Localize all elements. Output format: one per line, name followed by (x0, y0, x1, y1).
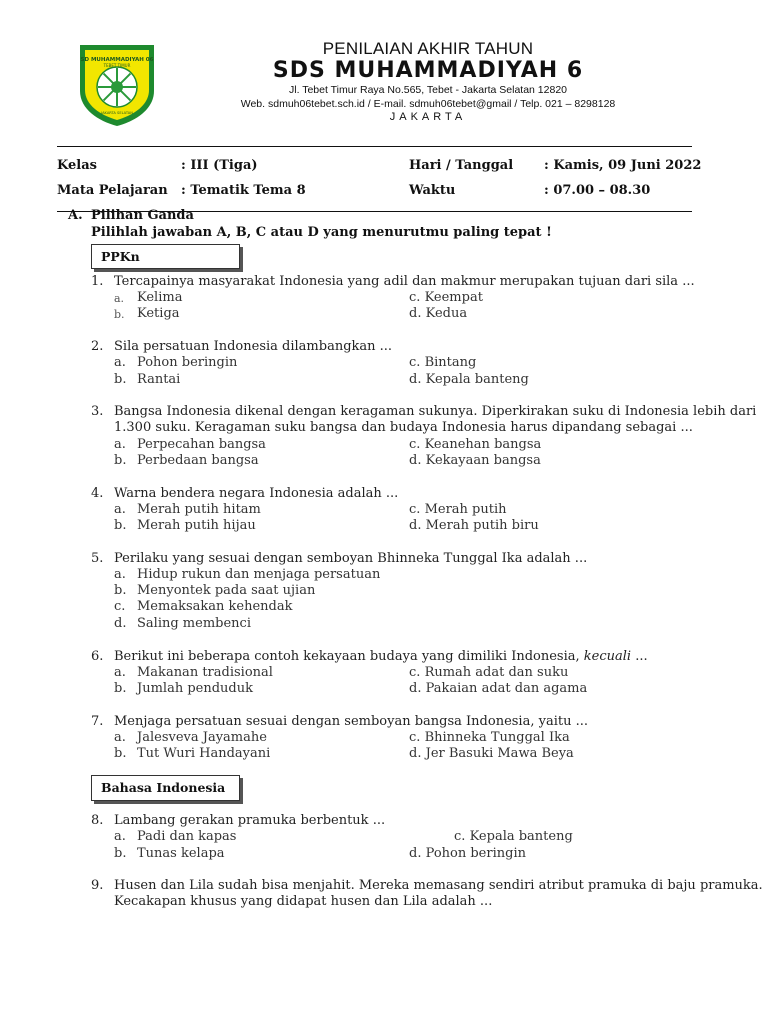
waktu-value: : 07.00 – 08.30 (544, 183, 651, 198)
kelas-value: : III (Tiga) (181, 158, 258, 173)
option-text: Kelima (137, 290, 183, 305)
subject-box-bahasa (91, 775, 240, 801)
option-letter: b. (114, 583, 127, 598)
header-divider (57, 146, 692, 147)
option-text: d. Pakaian adat dan agama (409, 681, 588, 696)
subject-label-ppkn: PPKn (101, 249, 140, 264)
option-text: Tut Wuri Handayani (137, 746, 271, 761)
option-letter: a. (114, 829, 126, 844)
option-text: Padi dan kapas (137, 829, 237, 844)
question-number: 7. (91, 714, 104, 729)
option-text: Memaksakan kehendak (137, 599, 293, 614)
option-text: d. Kekayaan bangsa (409, 453, 541, 468)
option-letter: a. (114, 437, 126, 452)
school-city: JAKARTA (389, 111, 467, 123)
question-text: Berikut ini beberapa contoh kekayaan budaya yang dimiliki Indonesia, kecuali ... (114, 649, 648, 664)
option-text: Merah putih hitam (137, 502, 261, 517)
option-text: Merah putih hijau (137, 518, 256, 533)
option-text: Jumlah penduduk (137, 681, 253, 696)
option-letter: d. (114, 616, 127, 631)
option-letter: b. (114, 372, 127, 387)
option-text: c. Bhinneka Tunggal Ika (409, 730, 570, 745)
option-text: d. Kedua (409, 306, 468, 321)
option-text: Makanan tradisional (137, 665, 273, 680)
option-letter: a. (114, 567, 126, 582)
section-title: Pilihan Ganda (91, 208, 194, 223)
question-number: 4. (91, 486, 104, 501)
question-text: Lambang gerakan pramuka berbentuk ... (114, 813, 386, 828)
option-text: Ketiga (137, 306, 180, 321)
section-letter: A. (68, 208, 83, 223)
exam-title: PENILAIAN AKHIR TAHUN (322, 39, 534, 58)
option-text: d. Merah putih biru (409, 518, 539, 533)
question-number: 9. (91, 878, 104, 893)
question-number: 3. (91, 404, 104, 419)
option-text: c. Merah putih (409, 502, 507, 517)
question-text: Husen dan Lila sudah bisa menjahit. Mereka memasang sendiri atribut pramuka di baju pramuka. (114, 878, 763, 893)
question-text: 1.300 suku. Keragaman suku bangsa dan budaya Indonesia harus dipandang sebagai ... (114, 420, 693, 435)
option-text: Menyontek pada saat ujian (137, 583, 316, 598)
option-letter: b. (114, 453, 127, 468)
question-text: Perilaku yang sesuai dengan semboyan Bhinneka Tunggal Ika adalah ... (114, 551, 588, 566)
waktu-label: Waktu (409, 183, 456, 198)
option-text: d. Jer Basuki Mawa Beya (409, 746, 574, 761)
question-text: Kecakapan khusus yang didapat husen dan Lila adalah ... (114, 894, 493, 909)
kelas-label: Kelas (57, 158, 97, 173)
question-text: Menjaga persatuan sesuai dengan semboyan bangsa Indonesia, yaitu ... (114, 714, 588, 729)
mapel-value: : Tematik Tema 8 (181, 183, 306, 198)
option-text: c. Rumah adat dan suku (409, 665, 569, 680)
logo-bottom-text: JAKARTA SELATAN (101, 111, 133, 115)
option-letter: b. (114, 846, 127, 861)
question-number: 2. (91, 339, 104, 354)
hari-value: : Kamis, 09 Juni 2022 (544, 158, 702, 173)
option-text: c. Kepala banteng (454, 829, 573, 844)
option-text: Rantai (137, 372, 181, 387)
logo-arc-mid-text: TEBET TIMUR (103, 63, 131, 68)
option-text: d. Pohon beringin (409, 846, 526, 861)
option-letter: a. (114, 292, 125, 305)
mapel-label: Mata Pelajaran (57, 183, 168, 198)
option-text: Jalesveva Jayamahe (137, 730, 267, 745)
option-text: Perbedaan bangsa (137, 453, 259, 468)
question-text: Warna bendera negara Indonesia adalah ... (114, 486, 399, 501)
school-contact: Web. sdmuh06tebet.sch.id / E-mail. sdmuh06tebet@gmail / Telp. 021 – 8298128 (240, 98, 616, 110)
subject-label-bahasa: Bahasa Indonesia (101, 780, 226, 795)
option-text: c. Keempat (409, 290, 483, 305)
hari-label: Hari / Tanggal (409, 158, 514, 173)
option-text: c. Bintang (409, 355, 477, 370)
option-letter: a. (114, 355, 126, 370)
school-name: SDS MUHAMMADIYAH 6 (272, 58, 584, 83)
question-number: 8. (91, 813, 104, 828)
option-letter: b. (114, 308, 125, 321)
question-text: Bangsa Indonesia dikenal dengan keragaman sukunya. Diperkirakan suku di Indonesia lebih dari (114, 404, 757, 419)
question-number: 6. (91, 649, 104, 664)
option-letter: a. (114, 730, 126, 745)
option-letter: b. (114, 681, 127, 696)
option-letter: b. (114, 518, 127, 533)
option-letter: c. (114, 599, 126, 614)
option-text: Hidup rukun dan menjaga persatuan (137, 567, 381, 582)
option-text: c. Keanehan bangsa (409, 437, 542, 452)
option-letter: a. (114, 665, 126, 680)
option-text: Perpecahan bangsa (137, 437, 266, 452)
option-letter: b. (114, 746, 127, 761)
option-text: Saling membenci (137, 616, 251, 631)
option-text: d. Kepala banteng (409, 372, 529, 387)
question-text: Sila persatuan Indonesia dilambangkan ... (114, 339, 393, 354)
section-instruction: Pilihlah jawaban A, B, C atau D yang menurutmu paling tepat ! (91, 225, 552, 240)
option-text: Tunas kelapa (137, 846, 225, 861)
option-text: Pohon beringin (137, 355, 238, 370)
subject-box-ppkn (91, 244, 240, 269)
question-number: 1. (91, 274, 104, 289)
school-address: Jl. Tebet Timur Raya No.565, Tebet - Jakarta Selatan 12820 (288, 84, 568, 96)
question-text: Tercapainya masyarakat Indonesia yang adil dan makmur merupakan tujuan dari sila ... (114, 274, 695, 289)
option-letter: a. (114, 502, 126, 517)
logo-arc-top-text: SD MUHAMMADIYAH 06 (80, 57, 154, 63)
question-number: 5. (91, 551, 104, 566)
